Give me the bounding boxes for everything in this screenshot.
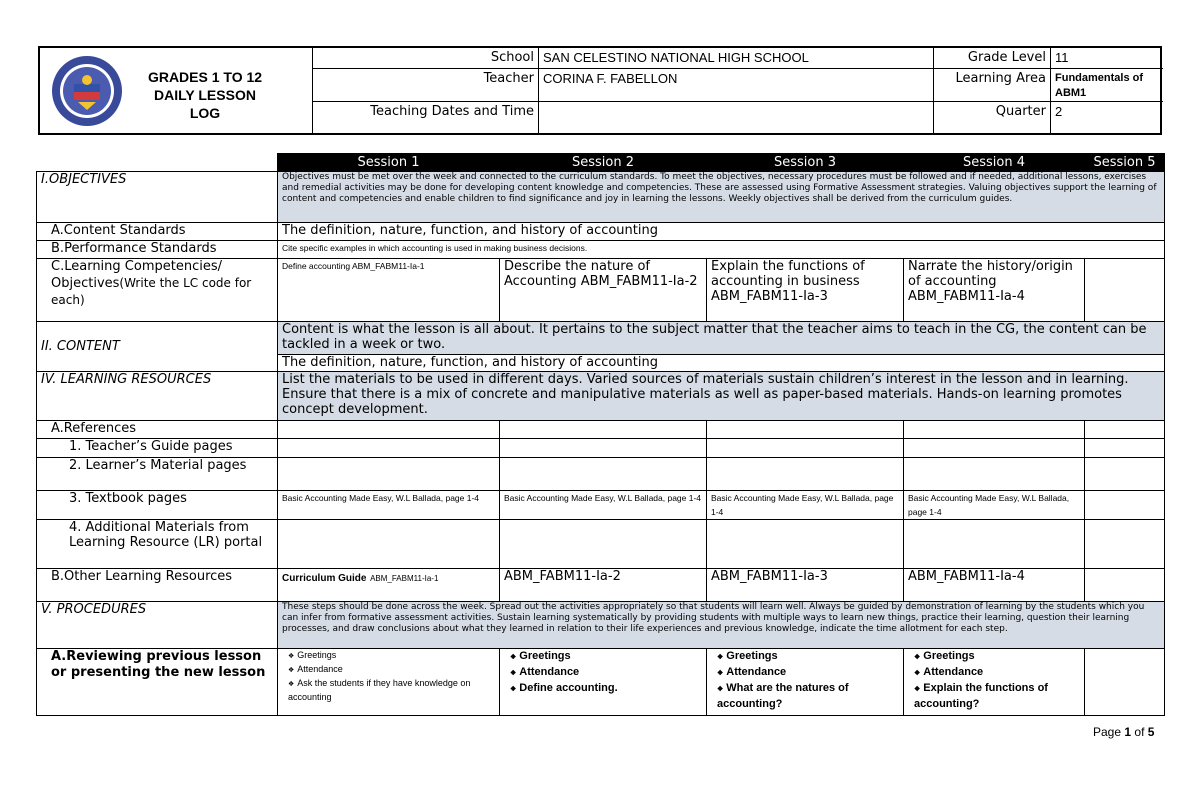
list-item: ❖ Attendance: [914, 665, 1080, 681]
competency-session-1: Define accounting ABM_FABM11-Ia-1: [278, 259, 500, 322]
reviewing-s3: [707, 649, 904, 716]
other-resources-s3: ABM_FABM11-Ia-3: [707, 569, 904, 602]
dll-title: GRADES 1 TO 12 DAILY LESSON LOG: [147, 69, 263, 121]
textbook-s5: [1085, 491, 1165, 520]
references-label: A.References: [37, 421, 278, 439]
reviewing-row: [37, 649, 1165, 716]
quarter-label: Quarter: [934, 101, 1051, 133]
session-5-header: Session 5: [1085, 154, 1165, 172]
performance-standards-label: B.Performance Standards: [37, 241, 278, 259]
competencies-label: C.Learning Competencies/ Objectives(Write the LC code for each): [37, 259, 278, 322]
list-item: ❖ Define accounting.: [510, 681, 702, 697]
session-3-header: Session 3: [707, 154, 904, 172]
procedures-text: These steps should be done across the week. Spread out the activities appropriately so that students will learn well. Always be guided by demonstration of learning by the students which you can infer from formative assessment activities. Sustain learning systematically by providing students with multiple ways to learn new things, practice their learning, question their learning processes, and draw conclusions about what they learned in relation to their life experiences and previous knowledge, indicate the time allotment for each step.: [278, 602, 1165, 649]
reviewing-s2: [500, 649, 707, 716]
references-row: [37, 421, 1165, 439]
teaching-dates-label: Teaching Dates and Time: [313, 101, 539, 133]
textbook-row: [37, 491, 1165, 520]
objectives-row: [37, 172, 1165, 223]
teacher-value: CORINA F. FABELLON: [539, 68, 934, 101]
tg-s5: [1085, 439, 1165, 458]
resources-row: [37, 372, 1165, 421]
am-s4: [904, 520, 1085, 569]
tg-s4: [904, 439, 1085, 458]
performance-standards-text: Cite specific examples in which accounting is used in making business decisions.: [278, 241, 1165, 259]
reviewing-s4: [904, 649, 1085, 716]
lesson-log-table: [36, 153, 1165, 716]
quarter-value: 2: [1051, 101, 1163, 133]
header-block: [38, 46, 1162, 135]
list-item: ❖ Attendance: [510, 665, 702, 681]
lm-s3: [707, 458, 904, 491]
content-standards-text: The definition, nature, function, and history of accounting: [278, 223, 1165, 241]
deped-seal-icon: [50, 54, 124, 128]
references-s2: [500, 421, 707, 439]
session-header-row: [37, 154, 1165, 172]
competency-session-2: Describe the nature of Accounting ABM_FABM11-Ia-2: [500, 259, 707, 322]
content-label: II. CONTENT: [37, 322, 278, 372]
lm-s4: [904, 458, 1085, 491]
list-item: ❖ Greetings: [914, 649, 1080, 665]
procedures-row: [37, 602, 1165, 649]
page-number: Page 1 of 5: [1093, 725, 1155, 739]
school-value: SAN CELESTINO NATIONAL HIGH SCHOOL: [539, 48, 934, 68]
performance-standards-row: [37, 241, 1165, 259]
content-row-1: [37, 322, 1165, 355]
list-item: ❖ Greetings: [717, 649, 899, 665]
list-item: ❖ Greetings: [288, 649, 495, 663]
am-s3: [707, 520, 904, 569]
additional-materials-label: 4. Additional Materials from Learning Resource (LR) portal: [37, 520, 278, 569]
grade-level-label: Grade Level: [934, 48, 1051, 68]
learning-area-value: Fundamentals of ABM1: [1051, 68, 1163, 101]
textbook-s3: Basic Accounting Made Easy, W.L Ballada, page 1-4: [707, 491, 904, 520]
resources-text: List the materials to be used in different days. Varied sources of materials sustain children’s interest in the lesson and in learning. Ensure that there is a mix of concrete and manipulative materials as well as paper-based materials. Hands-on learning promotes concept development.: [278, 372, 1165, 421]
teachers-guide-row: [37, 439, 1165, 458]
procedures-label: V. PROCEDURES: [37, 602, 278, 649]
am-s2: [500, 520, 707, 569]
references-s4: [904, 421, 1085, 439]
list-item: ❖ Greetings: [510, 649, 702, 665]
blank-corner: [37, 154, 278, 172]
reviewing-label: A.Reviewing previous lesson or presenting the new lesson: [37, 649, 278, 716]
tg-s2: [500, 439, 707, 458]
list-item: ❖ Explain the functions of accounting?: [914, 681, 1080, 712]
grade-level-value: 11: [1051, 48, 1163, 68]
list-item: ❖ Ask the students if they have knowledge on accounting: [288, 677, 495, 703]
lm-s2: [500, 458, 707, 491]
additional-materials-row: [37, 520, 1165, 569]
objectives-text: Objectives must be met over the week and connected to the curriculum standards. To meet the objectives, necessary procedures must be followed and if needed, additional lessons, exercises and remedial activities may be done for developing content knowledge and competencies. These are assessed using Formative Assessment strategies. Valuing objectives support the learning of content and competencies and enable children to find significance and joy in learning the lessons. Weekly objectives shall be derived from the curriculum guides.: [278, 172, 1165, 223]
header-info-table: [312, 48, 1163, 133]
other-resources-s5: [1085, 569, 1165, 602]
list-item: ❖ Attendance: [717, 665, 899, 681]
teacher-label: Teacher: [313, 68, 539, 101]
other-resources-s2: ABM_FABM11-Ia-2: [500, 569, 707, 602]
content-description: Content is what the lesson is all about. It pertains to the subject matter that the teacher aims to teach in the CG, the content can be tackled in a week or two.: [278, 322, 1165, 355]
am-s5: [1085, 520, 1165, 569]
other-resources-s1: Curriculum Guide ABM_FABM11-Ia-1: [278, 569, 500, 602]
list-item: ❖ Attendance: [288, 663, 495, 677]
resources-label: IV. LEARNING RESOURCES: [37, 372, 278, 421]
learning-area-label: Learning Area: [934, 68, 1051, 101]
competency-session-3: Explain the functions of accounting in business ABM_FABM11-Ia-3: [707, 259, 904, 322]
references-s5: [1085, 421, 1165, 439]
objectives-label: I.OBJECTIVES: [37, 172, 278, 223]
teachers-guide-label: 1. Teacher’s Guide pages: [37, 439, 278, 458]
content-standards-row: [37, 223, 1165, 241]
tg-s3: [707, 439, 904, 458]
session-1-header: Session 1: [278, 154, 500, 172]
reviewing-s5: [1085, 649, 1165, 716]
list-item: ❖ What are the natures of accounting?: [717, 681, 899, 712]
other-resources-row: [37, 569, 1165, 602]
textbook-label: 3. Textbook pages: [37, 491, 278, 520]
lm-s1: [278, 458, 500, 491]
other-resources-s4: ABM_FABM11-Ia-4: [904, 569, 1085, 602]
competency-session-4: Narrate the history/origin of accounting ABM_FABM11-Ia-4: [904, 259, 1085, 322]
competencies-row: [37, 259, 1165, 322]
lm-s5: [1085, 458, 1165, 491]
textbook-s2: Basic Accounting Made Easy, W.L Ballada, page 1-4: [500, 491, 707, 520]
references-s3: [707, 421, 904, 439]
content-topic: The definition, nature, function, and history of accounting: [278, 355, 1165, 372]
session-4-header: Session 4: [904, 154, 1085, 172]
reviewing-s1: [278, 649, 500, 716]
other-resources-label: B.Other Learning Resources: [37, 569, 278, 602]
content-standards-label: A.Content Standards: [37, 223, 278, 241]
teaching-dates-value: [539, 101, 934, 133]
am-s1: [278, 520, 500, 569]
learners-material-label: 2. Learner’s Material pages: [37, 458, 278, 491]
learners-material-row: [37, 458, 1165, 491]
textbook-s4: Basic Accounting Made Easy, W.L Ballada, page 1-4: [904, 491, 1085, 520]
tg-s1: [278, 439, 500, 458]
school-label: School: [313, 48, 539, 68]
references-s1: [278, 421, 500, 439]
textbook-s1: Basic Accounting Made Easy, W.L Ballada, page 1-4: [278, 491, 500, 520]
session-2-header: Session 2: [500, 154, 707, 172]
competency-session-5: [1085, 259, 1165, 322]
